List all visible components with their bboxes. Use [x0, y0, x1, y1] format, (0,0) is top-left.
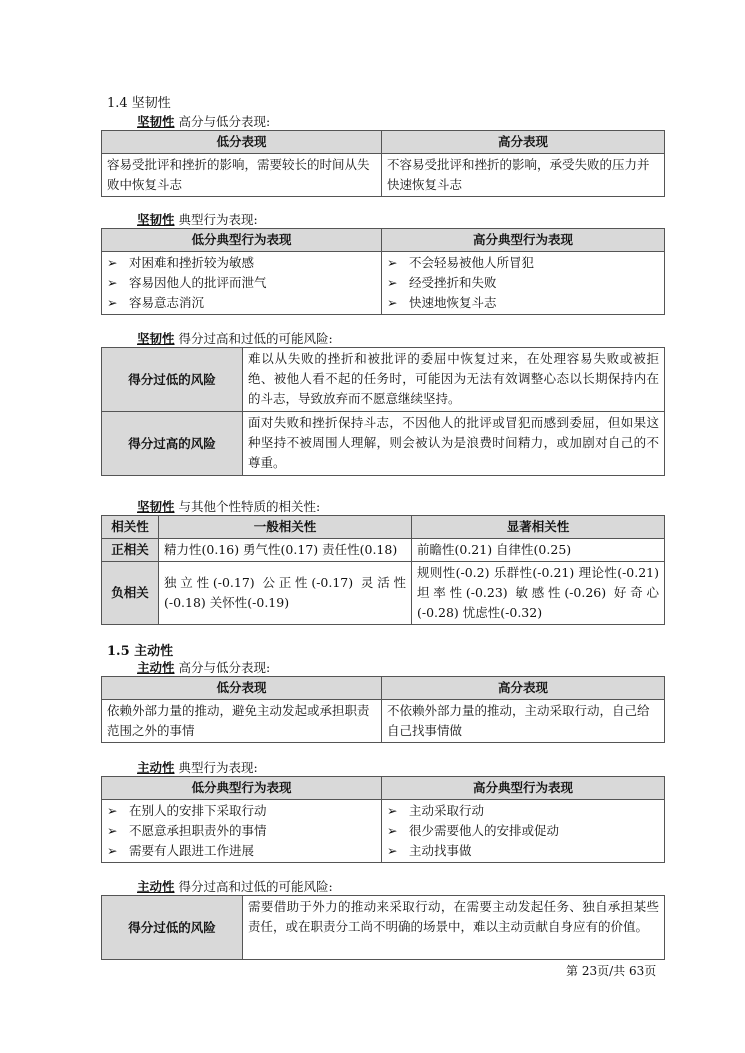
- trait-name: 主动性: [137, 760, 175, 775]
- list-item: ➢ 主动采取行动: [387, 801, 659, 821]
- arrow-bullet-icon: ➢: [387, 803, 398, 818]
- trait-name: 主动性: [137, 660, 175, 675]
- score-caption: [137, 112, 270, 130]
- score-table: [101, 130, 665, 197]
- trait-name: 坚韧性: [137, 114, 175, 129]
- behavior-caption: [137, 210, 258, 228]
- risk-caption: [137, 877, 333, 895]
- trait-name: 主动性: [137, 879, 175, 894]
- risk-text-high: 面对失败和挫折保持斗志，不因他人的批评或冒犯而感到委屈，但如果这种坚持不被周围人理解，则会被认为是浪费时间精力，或加剧对自己的不尊重。: [243, 412, 665, 476]
- trait-name: 坚韧性: [137, 331, 175, 346]
- section-heading: 1.4 坚韧性: [107, 96, 171, 111]
- risk-table: [101, 347, 665, 476]
- risk-text-low: 难以从失败的挫折和被批评的委屈中恢复过来，在处理容易失败或被拒绝、被他人看不起的任务时，可能因为无法有效调整心态以长期保持内在的斗志，导致放弃而不愿意继续坚持。: [243, 348, 665, 412]
- risk-table: [101, 895, 665, 960]
- caption-text: 得分过高和过低的可能风险:: [178, 331, 333, 346]
- correlation-caption: [137, 497, 320, 515]
- list-item: ➢ 很少需要他人的安排或促动: [387, 821, 659, 841]
- list-item: ➢ 在别人的安排下采取行动: [107, 801, 376, 821]
- col-header-high: 高分表现: [382, 131, 665, 154]
- low-behavior-list: [102, 800, 382, 863]
- caption-text: 典型行为表现:: [178, 212, 258, 227]
- caption-text: 典型行为表现:: [178, 760, 258, 775]
- arrow-bullet-icon: ➢: [387, 295, 398, 310]
- high-behavior-list: [382, 800, 665, 863]
- risk-label-high: 得分过高的风险: [102, 412, 243, 476]
- behavior-table: [101, 228, 665, 315]
- negative-general: 独立性(-0.17) 公正性(-0.17) 灵活性(-0.18) 关怀性(-0.19): [159, 562, 412, 625]
- high-score-desc: 不容易受批评和挫折的影响，承受失败的压力并快速恢复斗志: [382, 154, 665, 197]
- behavior-caption: [137, 758, 258, 776]
- list-item: ➢ 容易因他人的批评而泄气: [107, 273, 376, 293]
- col-header-high: 高分表现: [382, 677, 665, 700]
- positive-significant: 前瞻性(0.21) 自律性(0.25): [412, 539, 665, 562]
- trait-name: 坚韧性: [137, 499, 175, 514]
- risk-caption: [137, 329, 333, 347]
- list-item: ➢ 对困难和挫折较为敏感: [107, 253, 376, 273]
- negative-significant: 规则性(-0.2) 乐群性(-0.21) 理论性(-0.21) 坦率性(-0.23) 敏感性(-0.26) 好奇心(-0.28) 忧虑性(-0.32): [412, 562, 665, 625]
- col-header-low: 低分表现: [102, 677, 382, 700]
- col-header-low-behavior: 低分典型行为表现: [102, 229, 382, 252]
- high-behavior-list: [382, 252, 665, 315]
- caption-text: 得分过高和过低的可能风险:: [178, 879, 333, 894]
- behavior-table: [101, 776, 665, 863]
- section-heading: 1.5 主动性: [107, 644, 174, 659]
- list-item: ➢ 不愿意承担职责外的事情: [107, 821, 376, 841]
- list-item: ➢ 快速地恢复斗志: [387, 293, 659, 313]
- row-label-positive: 正相关: [102, 539, 159, 562]
- col-header-high-behavior: 高分典型行为表现: [382, 777, 665, 800]
- risk-label-low: 得分过低的风险: [102, 896, 243, 960]
- page-number: 第 23页/共 63页: [566, 964, 657, 978]
- arrow-bullet-icon: ➢: [387, 823, 398, 838]
- col-header-low: 低分表现: [102, 131, 382, 154]
- col-header-general: 一般相关性: [159, 516, 412, 539]
- correlation-table: [101, 515, 665, 625]
- high-score-desc: 不依赖外部力量的推动，主动采取行动，自己给自己找事情做: [382, 700, 665, 743]
- arrow-bullet-icon: ➢: [387, 255, 398, 270]
- risk-label-low: 得分过低的风险: [102, 348, 243, 412]
- positive-general: 精力性(0.16) 勇气性(0.17) 责任性(0.18): [159, 539, 412, 562]
- arrow-bullet-icon: ➢: [107, 843, 118, 858]
- arrow-bullet-icon: ➢: [107, 823, 118, 838]
- arrow-bullet-icon: ➢: [107, 255, 118, 270]
- row-label-negative: 负相关: [102, 562, 159, 625]
- arrow-bullet-icon: ➢: [107, 275, 118, 290]
- col-header-significant: 显著相关性: [412, 516, 665, 539]
- low-score-desc: 依赖外部力量的推动，避免主动发起或承担职责范围之外的事情: [102, 700, 382, 743]
- trait-name: 坚韧性: [137, 212, 175, 227]
- col-header-correlation: 相关性: [102, 516, 159, 539]
- score-table: [101, 676, 665, 743]
- caption-text: 高分与低分表现:: [178, 660, 271, 675]
- arrow-bullet-icon: ➢: [387, 275, 398, 290]
- risk-text-low: 需要借助于外力的推动来采取行动，在需要主动发起任务、独自承担某些责任，或在职责分工尚不明确的场景中，难以主动贡献自身应有的价值。: [243, 896, 665, 960]
- arrow-bullet-icon: ➢: [387, 843, 398, 858]
- low-behavior-list: [102, 252, 382, 315]
- col-header-low-behavior: 低分典型行为表现: [102, 777, 382, 800]
- list-item: ➢ 需要有人跟进工作进展: [107, 841, 376, 861]
- list-item: ➢ 容易意志消沉: [107, 293, 376, 313]
- col-header-high-behavior: 高分典型行为表现: [382, 229, 665, 252]
- list-item: ➢ 主动找事做: [387, 841, 659, 861]
- low-score-desc: 容易受批评和挫折的影响，需要较长的时间从失败中恢复斗志: [102, 154, 382, 197]
- score-caption: [137, 658, 270, 676]
- arrow-bullet-icon: ➢: [107, 295, 118, 310]
- arrow-bullet-icon: ➢: [107, 803, 118, 818]
- caption-text: 与其他个性特质的相关性:: [178, 499, 321, 514]
- list-item: ➢ 经受挫折和失败: [387, 273, 659, 293]
- caption-text: 高分与低分表现:: [178, 114, 271, 129]
- list-item: ➢ 不会轻易被他人所冒犯: [387, 253, 659, 273]
